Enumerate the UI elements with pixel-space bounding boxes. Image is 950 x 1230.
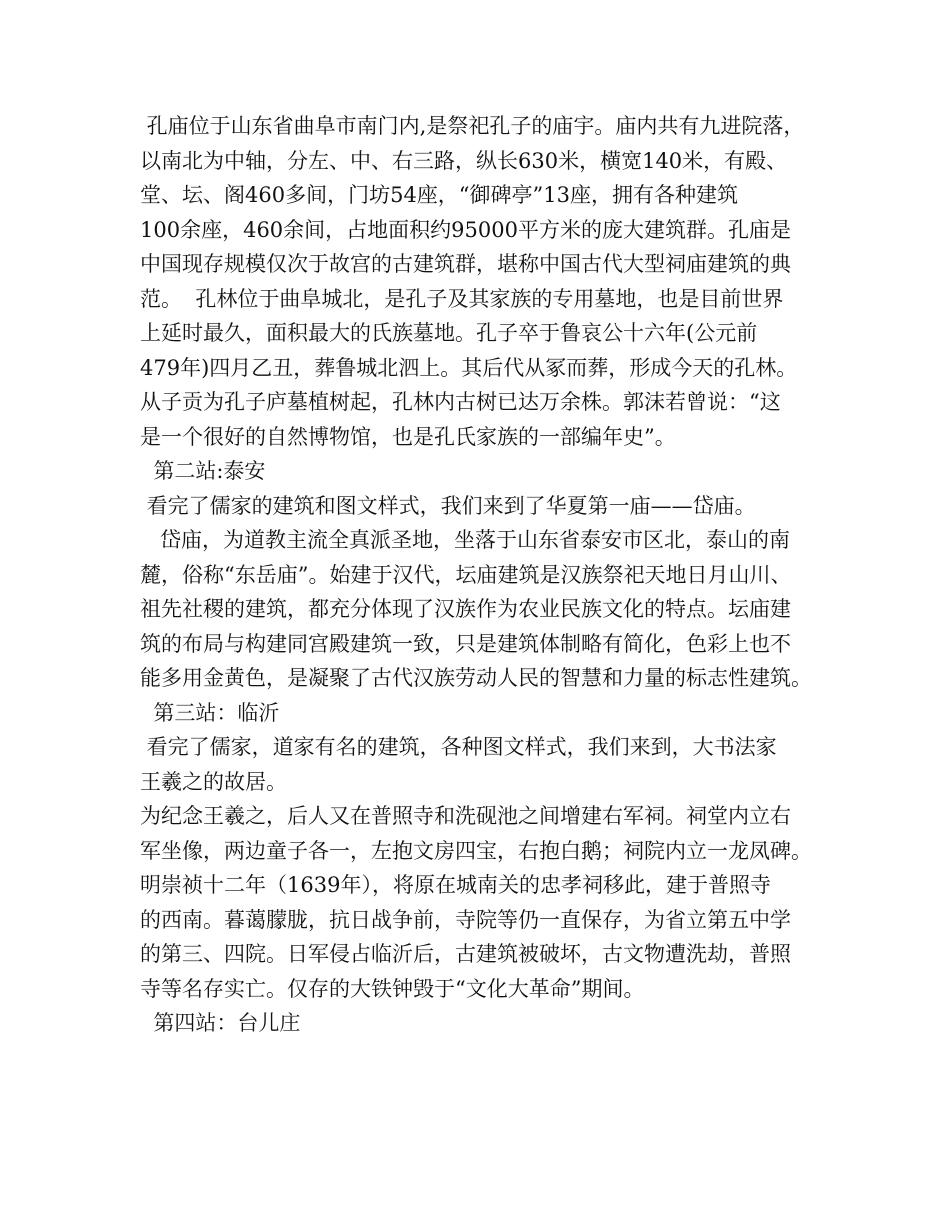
section-heading: 第四站：台儿庄 [140, 1011, 301, 1035]
text-line: 能多用金黄色，是凝聚了古代汉族劳动人民的智慧和力量的标志性建筑。 [140, 666, 812, 690]
text-line: 479年)四月乙丑，葬鲁城北泗上。其后代从冢而葬，形成今天的孔林。 [140, 355, 798, 380]
text-line: 麓，俗称“东岳庙”。始建于汉代，坛庙建筑是汉族祭祀天地日月山川、 [140, 562, 792, 587]
text-line: 看完了儒家的建筑和图文样式，我们来到了华夏第一庙——岱庙。 [140, 493, 756, 518]
text-line: 堂、坛、阁460多间，门坊54座，“御碑亭”13座，拥有各种建筑 [140, 183, 738, 207]
text-line: 以南北为中轴，分左、中、右三路，纵长630米，横宽140米，有殿、 [140, 148, 788, 173]
text-line: 岱庙，为道教主流全真派圣地，坐落于山东省泰安市区北，泰山的南 [140, 528, 791, 552]
text-line: 从子贡为孔子庐墓植树起，孔林内古树已达万余株。郭沫若曾说：“这 [140, 390, 781, 414]
text-line: 祖先社稷的建筑，都充分体现了汉族作为农业民族文化的特点。坛庙建 [140, 597, 791, 621]
text-line: 看完了儒家，道家有名的建筑，各种图文样式，我们来到，大书法家 [140, 735, 777, 759]
text-line: 上延时最久，面积最大的氏族墓地。孔子卒于鲁哀公十六年(公元前 [140, 321, 758, 345]
text-line: 明崇祯十二年（1639年），将原在城南关的忠孝祠移此，建于普照寺 [140, 873, 771, 897]
text-line: 王羲之的故居。 [140, 769, 287, 794]
text-line: 筑的布局与构建同宫殿建筑一致，只是建筑体制略有简化，色彩上也不 [140, 631, 791, 656]
text-line: 的西南。暮蔼朦胧，抗日战争前，寺院等仍一直保存，为省立第五中学 [140, 907, 791, 932]
text-line: 军坐像，两边童子各一，左抱文房四宝，右抱白鹅；祠院内立一龙凤碑。 [140, 838, 812, 863]
text-line: 100余座，460余间，占地面积约95000平方米的庞大建筑群。孔庙是 [140, 217, 791, 242]
text-line: 为纪念王羲之，后人又在普照寺和洗砚池之间增建右军祠。祠堂内立右 [140, 804, 791, 828]
text-line: 孔庙位于山东省曲阜市南门内,是祭祀孔子的庙宇。庙内共有九进院落， [140, 114, 805, 138]
body-text [140, 109, 830, 1041]
text-line: 范。 孔林位于曲阜城北，是孔子及其家族的专用墓地，也是目前世界 [140, 286, 784, 311]
section-heading: 第二站:泰安 [140, 459, 266, 483]
text-line: 中国现存规模仅次于故宫的古建筑群，堪称中国古代大型祠庙建筑的典 [140, 252, 791, 276]
text-line: 的第三、四院。日军侵占临沂后，古建筑被破坏，古文物遭洗劫，普照 [140, 942, 791, 966]
section-heading: 第三站：临沂 [140, 700, 280, 725]
text-line: 是一个很好的自然博物馆，也是孔氏家族的一部编年史”。 [140, 424, 676, 449]
text-line: 寺等名存实亡。仅存的大铁钟毁于“文化大革命”期间。 [140, 976, 645, 1001]
